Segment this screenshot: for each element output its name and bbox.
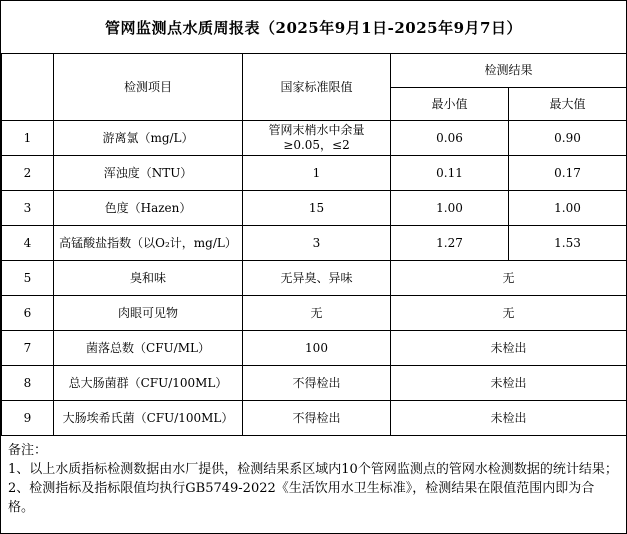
table-row	[2, 331, 627, 366]
row-no: 2	[2, 156, 54, 191]
row-limit: 无	[243, 296, 391, 331]
row-item: 色度（Hazen）	[54, 191, 243, 226]
row-min: 1.00	[391, 191, 509, 226]
row-result-merged: 未检出	[391, 366, 627, 401]
row-item: 菌落总数（CFU/ML）	[54, 331, 243, 366]
header-min: 最小值	[391, 88, 509, 121]
table-row	[2, 191, 627, 226]
row-item: 高锰酸盐指数（以O₂计，mg/L）	[54, 226, 243, 261]
footnotes	[1, 436, 626, 522]
row-item: 大肠埃希氏菌（CFU/100ML）	[54, 401, 243, 436]
row-max: 0.17	[509, 156, 627, 191]
row-limit: 无异臭、异味	[243, 261, 391, 296]
row-no: 9	[2, 401, 54, 436]
row-no: 4	[2, 226, 54, 261]
row-limit: 管网末梢水中余量≥0.05，≤2	[243, 121, 391, 156]
row-limit: 15	[243, 191, 391, 226]
notes-label: 备注：	[8, 443, 48, 458]
row-result-merged: 未检出	[391, 401, 627, 436]
table-row	[2, 401, 627, 436]
row-item: 游离氯（mg/L）	[54, 121, 243, 156]
note-2: 2、检测指标及指标限值均执行GB5749-2022《生活饮用水卫生标准》，检测结果在限值范围内即为合格。	[8, 481, 595, 515]
report-title: 管网监测点水质周报表（2025年9月1日-2025年9月7日）	[105, 18, 522, 37]
row-limit: 不得检出	[243, 366, 391, 401]
header-result-group: 检测结果	[391, 54, 627, 88]
header-index	[2, 54, 54, 121]
note-1: 1、以上水质指标检测数据由水厂提供，检测结果系区域内10个管网监测点的管网水检测数据的统计结果；	[8, 462, 618, 477]
row-no: 8	[2, 366, 54, 401]
row-no: 5	[2, 261, 54, 296]
row-item: 浑浊度（NTU）	[54, 156, 243, 191]
header-max: 最大值	[509, 88, 627, 121]
row-item: 肉眼可见物	[54, 296, 243, 331]
table-row	[2, 261, 627, 296]
header-row-main	[2, 54, 627, 88]
row-min: 1.27	[391, 226, 509, 261]
row-min: 0.06	[391, 121, 509, 156]
row-result-merged: 未检出	[391, 331, 627, 366]
table-row	[2, 366, 627, 401]
row-max: 0.90	[509, 121, 627, 156]
row-item: 臭和味	[54, 261, 243, 296]
row-limit: 3	[243, 226, 391, 261]
row-min: 0.11	[391, 156, 509, 191]
row-result-merged: 无	[391, 261, 627, 296]
row-max: 1.00	[509, 191, 627, 226]
row-no: 7	[2, 331, 54, 366]
row-max: 1.53	[509, 226, 627, 261]
table-row	[2, 121, 627, 156]
header-item: 检测项目	[54, 54, 243, 121]
row-no: 1	[2, 121, 54, 156]
row-limit: 不得检出	[243, 401, 391, 436]
water-quality-table	[1, 53, 627, 436]
row-no: 6	[2, 296, 54, 331]
row-limit: 100	[243, 331, 391, 366]
header-limit: 国家标准限值	[243, 54, 391, 121]
row-item: 总大肠菌群（CFU/100ML）	[54, 366, 243, 401]
row-result-merged: 无	[391, 296, 627, 331]
table-row	[2, 226, 627, 261]
row-no: 3	[2, 191, 54, 226]
table-row	[2, 296, 627, 331]
row-limit: 1	[243, 156, 391, 191]
table-row	[2, 156, 627, 191]
